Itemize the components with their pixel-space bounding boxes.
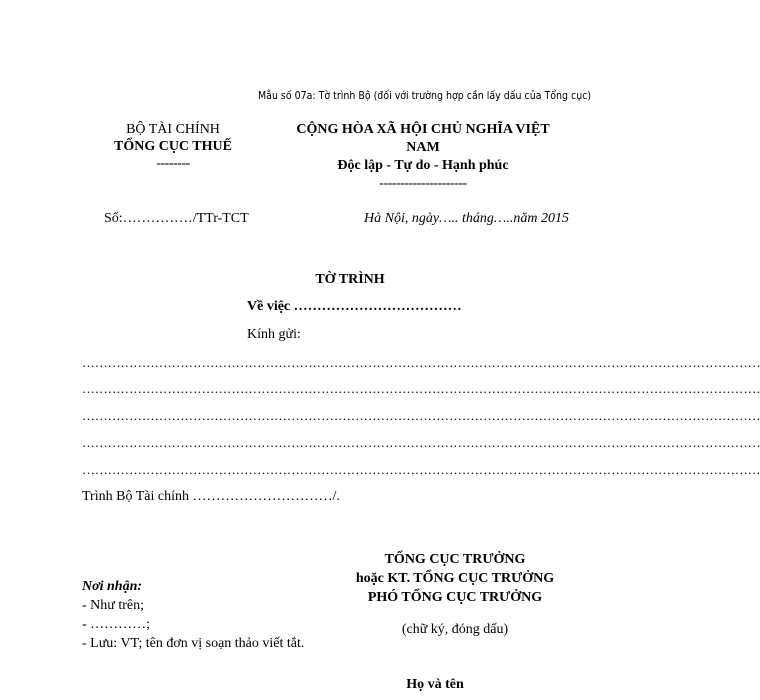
right-divider: --------------------- (379, 176, 467, 191)
closing-line: Trình Bộ Tài chính …………………………/. (82, 489, 340, 504)
recipient-item: - …………; (82, 617, 151, 632)
document-title: TỜ TRÌNH (315, 272, 385, 287)
motto: Độc lập - Tự do - Hạnh phúc (337, 158, 509, 173)
left-header (100, 121, 246, 172)
signer-name: Họ và tên (406, 677, 464, 692)
body-line: …………………………………………………………………………………………………………………………………………… (82, 355, 760, 370)
left-divider: -------- (156, 156, 190, 171)
recipient-item: - Như trên; (82, 598, 145, 613)
number-dots: …………… (122, 211, 193, 226)
body-line: …………………………………………………………………………………………………………………………………………… (82, 381, 760, 396)
right-header (283, 121, 563, 193)
ministry-name: BỘ TÀI CHÍNH (126, 122, 220, 137)
number-suffix: /TTr-TCT (192, 211, 249, 226)
department-name: TỔNG CỤC THUẾ (114, 139, 232, 154)
recipients-title: Nơi nhận: (82, 579, 143, 594)
signer-title: TỔNG CỤC TRƯỞNG (384, 552, 526, 567)
body-line: …………………………………………………………………………………………………………………………………………… (82, 435, 760, 450)
body-line: …………………………………………………………………………………………………………………………………………… (82, 462, 760, 477)
greeting: Kính gửi: (247, 327, 301, 342)
body-line: …………………………………………………………………………………………………………………………………………… (82, 408, 760, 423)
number-label: Số: (104, 211, 123, 226)
date-line: Hà Nội, ngày….. tháng…..năm 2015 (364, 211, 569, 226)
form-code: Mẫu số 07a: Tờ trình Bộ (đối với trường hợp cần lấy dấu của Tổng cục) (258, 90, 592, 102)
seal-note: (chữ ký, đóng dấu) (401, 622, 509, 637)
recipients-block (82, 577, 312, 653)
signer-title-alt: hoặc KT. TỔNG CỤC TRƯỞNG (355, 571, 555, 586)
document-number (104, 211, 249, 227)
signer-deputy-title: PHÓ TỔNG CỤC TRƯỞNG (367, 590, 543, 605)
signature-block (320, 550, 590, 607)
subject-line: Về việc ……………………………… (247, 299, 462, 314)
recipient-item: - Lưu: VT; tên đơn vị soạn thảo viết tắt. (82, 636, 305, 651)
country-name: CỘNG HÒA XÃ HỘI CHỦ NGHĨA VIỆT NAM (296, 122, 550, 155)
